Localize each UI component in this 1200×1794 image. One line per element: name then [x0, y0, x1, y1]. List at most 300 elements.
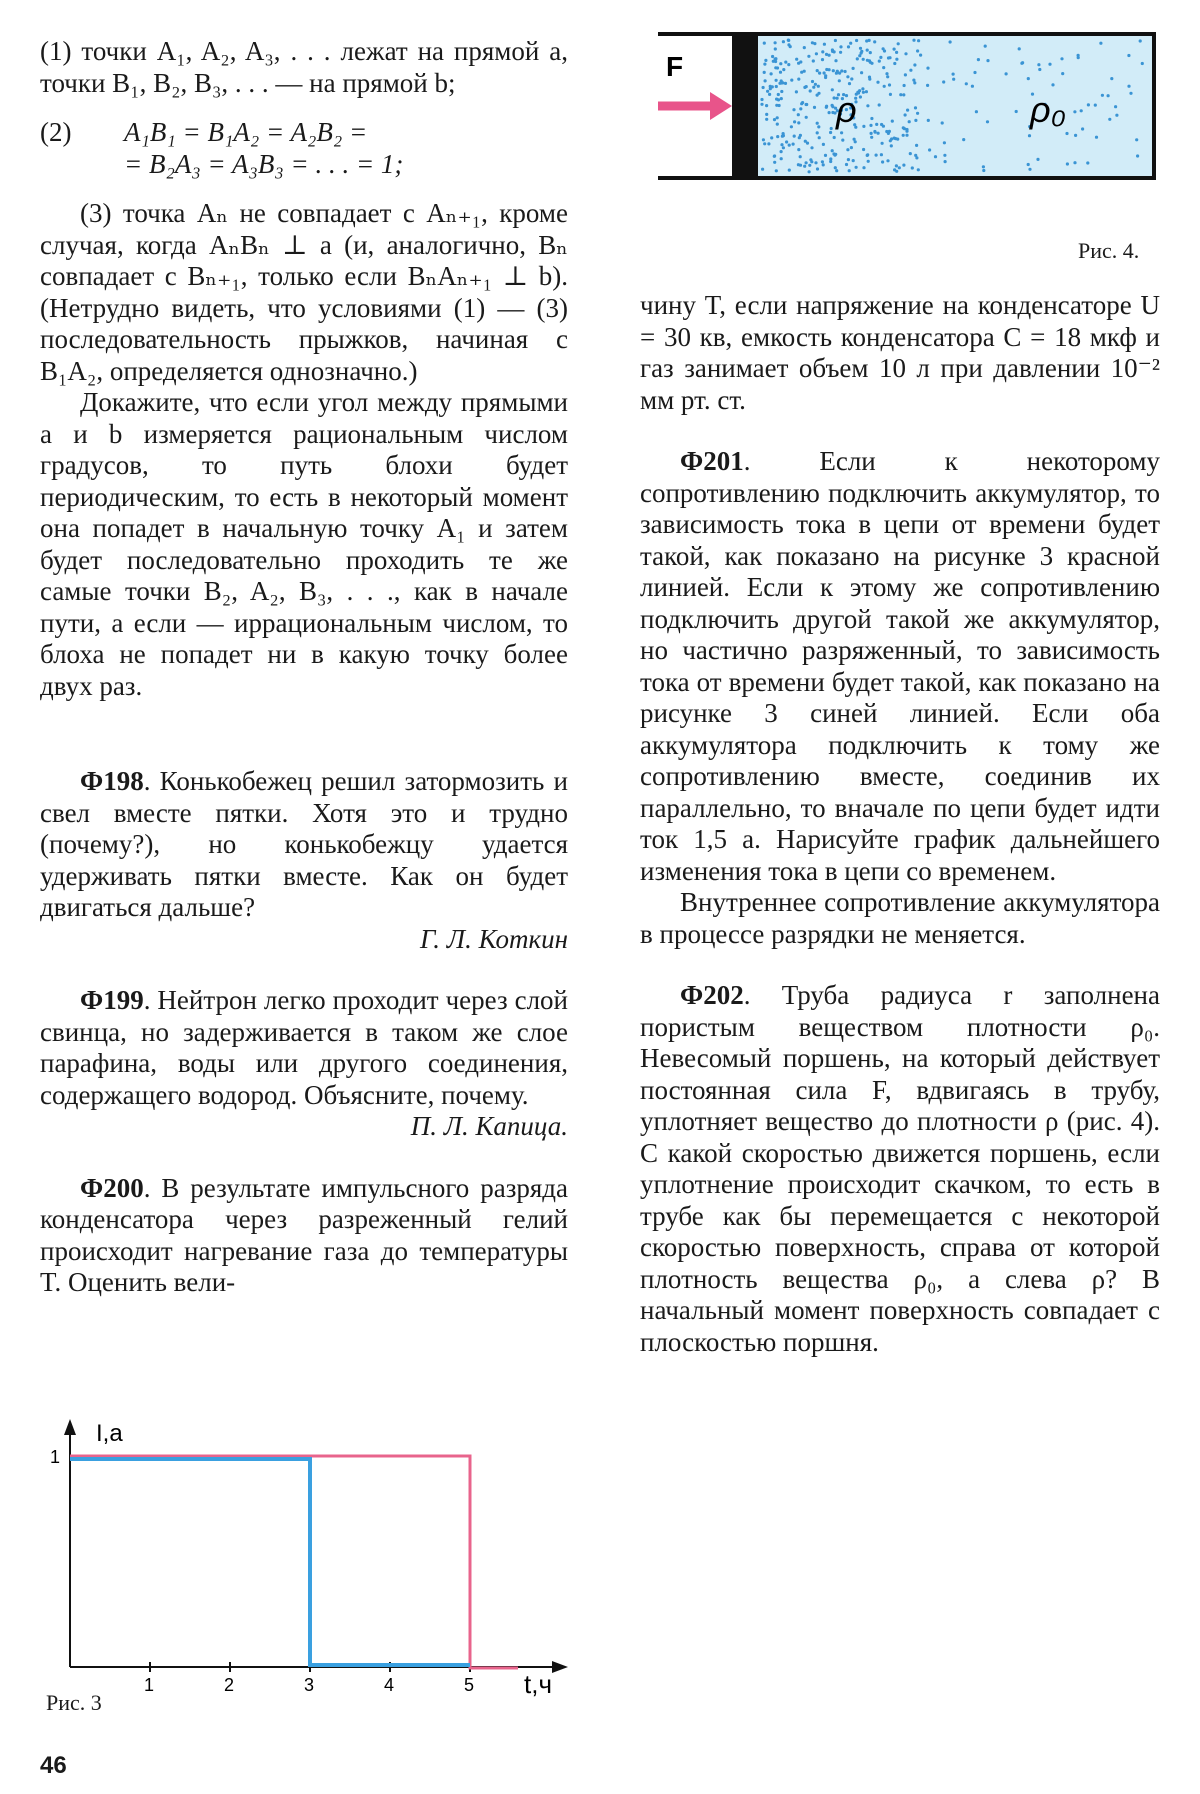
porous-dot [814, 83, 817, 86]
porous-dot [870, 132, 873, 135]
porous-dot [1094, 104, 1097, 107]
porous-dot [770, 72, 773, 75]
porous-dot [817, 85, 820, 88]
porous-dot [835, 72, 838, 75]
porous-dot [897, 42, 900, 45]
porous-dot [776, 116, 779, 119]
series-line-red [70, 1456, 518, 1668]
figure-3-caption: Рис. 3 [46, 1690, 102, 1715]
porous-dot [765, 104, 768, 107]
porous-dot [885, 72, 888, 75]
porous-dot [803, 165, 806, 168]
porous-dot [865, 90, 868, 93]
porous-dot [765, 113, 768, 116]
x-axis-label: t,ч [524, 1669, 552, 1699]
porous-dot [879, 56, 882, 59]
porous-dot [833, 136, 836, 139]
porous-dot [858, 54, 861, 57]
porous-dot [904, 52, 907, 55]
porous-dot [761, 168, 764, 171]
porous-dot [1036, 158, 1039, 161]
porous-dot [1115, 114, 1118, 117]
porous-dot [895, 51, 898, 54]
porous-dot [774, 41, 777, 44]
porous-dot [860, 71, 863, 74]
porous-dot [779, 71, 782, 74]
porous-dot [986, 120, 989, 123]
porous-dot [764, 59, 767, 62]
porous-dot [906, 109, 909, 112]
porous-dot [895, 58, 898, 61]
porous-dot [873, 130, 876, 133]
porous-dot [1087, 103, 1090, 106]
porous-dot [811, 80, 814, 83]
porous-dot [852, 159, 855, 162]
porous-dot [915, 156, 918, 159]
rho0-label: ρ₀ [1030, 89, 1066, 130]
porous-dot [862, 148, 865, 151]
porous-dot [1065, 132, 1068, 135]
porous-dot [1139, 39, 1142, 42]
f199-author: П. Л. Капица. [410, 1111, 568, 1141]
porous-dot [986, 59, 989, 62]
porous-dot [862, 91, 865, 94]
porous-dot [807, 55, 810, 58]
porous-dot [913, 63, 916, 66]
porous-dot [893, 48, 896, 51]
porous-dot [799, 60, 802, 63]
porous-dot [782, 146, 785, 149]
porous-dot [784, 82, 787, 85]
porous-dot [834, 166, 837, 169]
f201-text: . Если к некоторому сопротивлению подключить аккумулятор, то зависимость тока в цепи от времени будет такой, как показано на рисунке 3 красной линией. Если к этому же сопротивлению подключить другой такой же аккумулятор, но частично разряженный, то зависимость тока от времени будет такой, как показано на рисунке 3 синей линией. Если оба аккумулятора подключить к тому же сопротивлению вместе, соединив их параллельно, то вначале по цепи будет идти ток 1,5 а. Нарисуйте график дальнейшего изменения тока в цепи со временем. [640, 446, 1160, 886]
porous-dot [779, 62, 782, 65]
porous-dot [916, 49, 919, 52]
porous-dot [894, 137, 897, 140]
porous-dot [844, 70, 847, 73]
porous-dot [902, 126, 905, 129]
porous-dot [831, 88, 834, 91]
porous-dot [868, 78, 871, 81]
porous-dot [875, 154, 878, 157]
porous-dot [881, 142, 884, 145]
porous-dot [1095, 136, 1098, 139]
piston [732, 34, 758, 178]
porous-dot [816, 69, 819, 72]
porous-dot [800, 102, 803, 105]
porous-dot [982, 165, 985, 168]
condition-2-label: (2) [40, 117, 72, 147]
porous-dot [792, 143, 795, 146]
porous-dot [867, 160, 870, 163]
left-column [40, 36, 568, 1299]
porous-dot [797, 121, 800, 124]
porous-dot [1129, 92, 1132, 95]
porous-dot [818, 72, 821, 75]
porous-dot [1005, 72, 1008, 75]
porous-dot [828, 68, 831, 71]
porous-dot [845, 163, 848, 166]
porous-dot [830, 127, 833, 130]
problem-f202 [640, 980, 1160, 1358]
porous-dot [812, 86, 815, 89]
porous-dot [862, 166, 865, 169]
porous-dot [784, 61, 787, 64]
porous-dot [803, 46, 806, 49]
porous-dot [870, 117, 873, 120]
porous-dot [799, 155, 802, 158]
porous-dot [838, 79, 841, 82]
porous-dot [810, 146, 813, 149]
porous-dot [831, 111, 834, 114]
porous-dot [817, 125, 820, 128]
porous-dot [797, 148, 800, 151]
porous-dot [840, 131, 843, 134]
porous-dot [780, 90, 783, 93]
porous-dot [982, 169, 985, 172]
porous-dot [1081, 127, 1084, 130]
porous-dot [873, 40, 876, 43]
force-label: F [666, 51, 684, 82]
condition-2-line-2: = B₂A₃ = A₃B₃ = . . . = 1; [124, 148, 404, 179]
porous-dot [1073, 161, 1076, 164]
porous-dot [809, 89, 812, 92]
porous-dot [816, 167, 819, 170]
porous-dot [913, 81, 916, 84]
porous-dot [808, 164, 811, 167]
porous-dot [1110, 77, 1113, 80]
x-tick-label: 3 [304, 1675, 315, 1695]
porous-dot [1114, 105, 1117, 108]
porous-dot [1086, 161, 1089, 164]
condition-1: (1) точки A₁, A₂, A₃, . . . лежат на прямой a, точки B₁, B₂, B₃, . . . — на прямой b; [40, 36, 568, 98]
porous-dot [904, 73, 907, 76]
rho-label: ρ [836, 89, 857, 130]
x-axis-arrow [552, 1661, 568, 1673]
porous-dot [773, 161, 776, 164]
porous-dot [1048, 63, 1051, 66]
porous-dot [944, 160, 947, 163]
porous-dot [775, 104, 778, 107]
porous-dot [965, 82, 968, 85]
porous-dot [767, 142, 770, 145]
porous-dot [886, 75, 889, 78]
porous-dot [893, 168, 896, 171]
porous-dot [855, 39, 858, 42]
porous-dot [792, 108, 795, 111]
porous-dot [862, 58, 865, 61]
porous-dot [928, 148, 931, 151]
porous-dot [818, 136, 821, 139]
porous-dot [810, 160, 813, 163]
porous-dot [850, 77, 853, 80]
porous-dot [808, 170, 811, 173]
porous-dot [858, 89, 861, 92]
porous-dot [848, 169, 851, 172]
porous-dot [829, 160, 832, 163]
porous-dot [814, 161, 817, 164]
porous-dot [881, 160, 884, 163]
porous-dot [977, 58, 980, 61]
porous-dot [772, 60, 775, 63]
porous-dot [904, 113, 907, 116]
porous-dot [834, 39, 837, 42]
porous-dot [787, 39, 790, 42]
f200-continuation: чину T, если напряжение на конденсаторе U = 30 кв, емкость конденсатора C = 18 мкф и газ занимает объем 10 л при давлении 10⁻² мм рт. ст. [640, 290, 1160, 415]
porous-dot [891, 120, 894, 123]
porous-dot [832, 69, 835, 72]
porous-dot [831, 149, 834, 152]
f198-text: . Конькобежец решил затормозить и свел вместе пятки. Хотя это и трудно (почему?), но конькобежцу удается удерживать пятки вместе. Как он будет двигаться дальше? [40, 766, 568, 922]
porous-dot [760, 103, 763, 106]
porous-dot [862, 125, 865, 128]
porous-dot [787, 63, 790, 66]
porous-dot [768, 93, 771, 96]
porous-dot [914, 106, 917, 109]
porous-dot [846, 148, 849, 151]
porous-dot [777, 93, 780, 96]
f199-text: . Нейтрон легко проходит через слой свинца, но задерживается в таком же слое парафина, воды или другого соединения, содержащего водород. Объясните, почему. [40, 985, 568, 1110]
porous-dot [1101, 94, 1104, 97]
problem-f199 [40, 985, 568, 1111]
porous-dot [1107, 94, 1110, 97]
porous-dot [1127, 54, 1130, 57]
porous-dot [908, 120, 911, 123]
porous-dot [834, 153, 837, 156]
porous-dot [866, 154, 869, 157]
porous-dot [878, 60, 881, 63]
series-line-blue [70, 1459, 470, 1665]
porous-dot [971, 85, 974, 88]
porous-dot [870, 62, 873, 65]
porous-dot [762, 86, 765, 89]
porous-dot [793, 120, 796, 123]
porous-dot [816, 122, 819, 125]
x-tick-label: 4 [384, 1675, 395, 1695]
porous-dot [878, 103, 881, 106]
porous-dot [813, 42, 816, 45]
porous-dot [780, 143, 783, 146]
porous-dot [1027, 163, 1030, 166]
porous-dot [902, 93, 905, 96]
porous-dot [903, 84, 906, 87]
f200-text: . В результате импульсного разряда конденсатора через разреженный гелий происходит нагревание газа до температуры T. Оценить вели- [40, 1172, 568, 1297]
porous-dot [914, 119, 917, 122]
porous-dot [888, 130, 891, 133]
porous-dot [942, 80, 945, 83]
porous-dot [880, 153, 883, 156]
condition-2 [40, 117, 568, 180]
porous-dot [763, 71, 766, 74]
porous-dot [805, 103, 808, 106]
porous-dot [853, 138, 856, 141]
porous-dot [893, 62, 896, 65]
porous-dot [831, 104, 834, 107]
porous-dot [763, 63, 766, 66]
f198-author: Г. Л. Коткин [419, 923, 568, 954]
porous-dot [775, 98, 778, 101]
porous-dot [846, 75, 849, 78]
porous-dot [824, 74, 827, 77]
porous-dot [1127, 85, 1130, 88]
porous-dot [831, 50, 834, 53]
porous-dot [902, 164, 905, 167]
porous-dot [821, 50, 824, 53]
problem-f201 [640, 446, 1160, 887]
porous-dot [952, 78, 955, 81]
f201-note: Внутреннее сопротивление аккумулятора в процессе разрядки не меняется. [640, 887, 1160, 949]
porous-dot [1135, 138, 1138, 141]
porous-dot [834, 59, 837, 62]
porous-dot [886, 159, 889, 162]
porous-dot [880, 123, 883, 126]
porous-dot [769, 85, 772, 88]
f202-text: . Труба радиуса r заполнена пористым веществом плотности ρ₀. Невесомый поршень, на который действует постоянная сила F, вдвигаясь в трубу, уплотняет вещество до плотности ρ (рис. 4). С какой скоростью движется поршень, если уплотнение происходит скачком, то есть в трубе как бы перемещается с некоторой скоростью поверхность, справа от которой плотность вещества ρ₀, а слева ρ? В начальный момент поверхность совпадает с плоскостью поршня. [640, 980, 1160, 1357]
porous-dot [828, 54, 831, 57]
porous-dot [890, 144, 893, 147]
porous-dot [1141, 62, 1144, 65]
porous-dot [912, 39, 915, 42]
porous-dot [888, 83, 891, 86]
porous-dot [876, 81, 879, 84]
porous-dot [917, 168, 920, 171]
porous-dot [877, 132, 880, 135]
porous-dot [805, 161, 808, 164]
porous-dot [822, 143, 825, 146]
porous-dot [1073, 110, 1076, 113]
porous-dot [899, 93, 902, 96]
porous-dot [763, 142, 766, 145]
figure-3-chart [40, 1415, 580, 1705]
porous-dot [905, 134, 908, 137]
chart-ticks [50, 1447, 474, 1695]
porous-dot [770, 136, 773, 139]
porous-dot [855, 166, 858, 169]
porous-dot [905, 130, 908, 133]
porous-dot [815, 52, 818, 55]
porous-dot [889, 93, 892, 96]
porous-dot [788, 169, 791, 172]
porous-dot [764, 79, 767, 82]
porous-dot [915, 144, 918, 147]
porous-dot [866, 104, 869, 107]
figure-4-caption: Рис. 4. [1078, 238, 1140, 263]
porous-dot [943, 154, 946, 157]
porous-dot [774, 47, 777, 50]
porous-dot [1020, 62, 1023, 65]
porous-dot [859, 95, 862, 98]
force-arrow-head [710, 92, 732, 120]
porous-dot [847, 158, 850, 161]
porous-dot [975, 110, 978, 113]
porous-dot [785, 140, 788, 143]
porous-dot [875, 123, 878, 126]
porous-dot [782, 40, 785, 43]
porous-dot [788, 144, 791, 147]
porous-dot [1099, 42, 1102, 45]
porous-dot [984, 45, 987, 48]
prove-paragraph: Докажите, что если угол между прямыми a и b измеряется рациональным числом градусов, то путь блохи будет периодическим, то есть в некоторый момент она попадет в начальную точку A₁ и затем будет последовательно проходить те же самые точки B₂, A₂, B₃, . . ., как в начале пути, а если — иррациональным числом, то блоха не попадет ни в какую точку более двух раз. [40, 387, 568, 701]
porous-dot [889, 139, 892, 142]
porous-dot [1066, 162, 1069, 165]
porous-dot [973, 71, 976, 74]
porous-dot [852, 67, 855, 70]
porous-dot [775, 79, 778, 82]
porous-dot [763, 42, 766, 45]
porous-dot [883, 85, 886, 88]
porous-dot [775, 169, 778, 172]
porous-dot [1015, 110, 1018, 113]
porous-dot [835, 169, 838, 172]
porous-dot [797, 78, 800, 81]
porous-dot [902, 134, 905, 137]
porous-dot [1037, 63, 1040, 66]
porous-dot [912, 79, 915, 82]
porous-dot [823, 71, 826, 74]
porous-dot [870, 136, 873, 139]
porous-dot [776, 66, 779, 69]
porous-dot [787, 43, 790, 46]
porous-dot [773, 155, 776, 158]
porous-dot [848, 82, 851, 85]
porous-dot [1074, 134, 1077, 137]
porous-dot [780, 150, 783, 153]
porous-dot [790, 79, 793, 82]
porous-dot [795, 58, 798, 61]
porous-dot [926, 67, 929, 70]
porous-dot [821, 58, 824, 61]
f201-label: Ф201 [680, 446, 744, 476]
porous-dot [760, 98, 763, 101]
porous-dot [898, 166, 901, 169]
porous-dot [804, 140, 807, 143]
porous-dot [1027, 77, 1030, 80]
porous-dot [1028, 168, 1031, 171]
porous-dot [949, 40, 952, 43]
porous-dot [780, 157, 783, 160]
porous-dot [765, 118, 768, 121]
porous-dot [821, 160, 824, 163]
problem-f200 [40, 1173, 568, 1299]
porous-dot [1108, 118, 1111, 121]
f202-label: Ф202 [680, 980, 744, 1010]
y-axis-label: I,a [96, 1420, 123, 1447]
porous-dot [797, 113, 800, 116]
porous-dot [824, 154, 827, 157]
porous-dot [828, 111, 831, 114]
page-number: 46 [40, 1752, 67, 1779]
porous-dot [799, 134, 802, 137]
porous-dot [841, 139, 844, 142]
porous-dot [782, 68, 785, 71]
condition-2-line-1: A₁B₁ = B₁A₂ = A₂B₂ = [124, 117, 368, 147]
porous-dot [800, 71, 803, 74]
porous-dot [838, 72, 841, 75]
x-tick-label: 1 [144, 1675, 155, 1695]
chart-series [70, 1456, 518, 1668]
porous-dot [805, 116, 808, 119]
porous-dot [771, 55, 774, 58]
porous-dot [790, 125, 793, 128]
porous-dot [797, 163, 800, 166]
porous-dot [782, 132, 785, 135]
porous-dot [839, 51, 842, 54]
condition-3: (3) точка Aₙ не совпадает с Aₙ₊₁, кроме случая, когда AₙBₙ ⊥ a (и, аналогично, Bₙ совпадает с Bₙ₊₁, только если BₙAₙ₊₁ ⊥ b). (Нетрудно видеть, что условиями (1) — (3) последовательность прыжков, начиная с B₁A₂, определяется однозначно.) [40, 198, 568, 386]
porous-dot [859, 47, 862, 50]
porous-dot [1038, 68, 1041, 71]
porous-dot [795, 90, 798, 93]
porous-dot [817, 92, 820, 95]
